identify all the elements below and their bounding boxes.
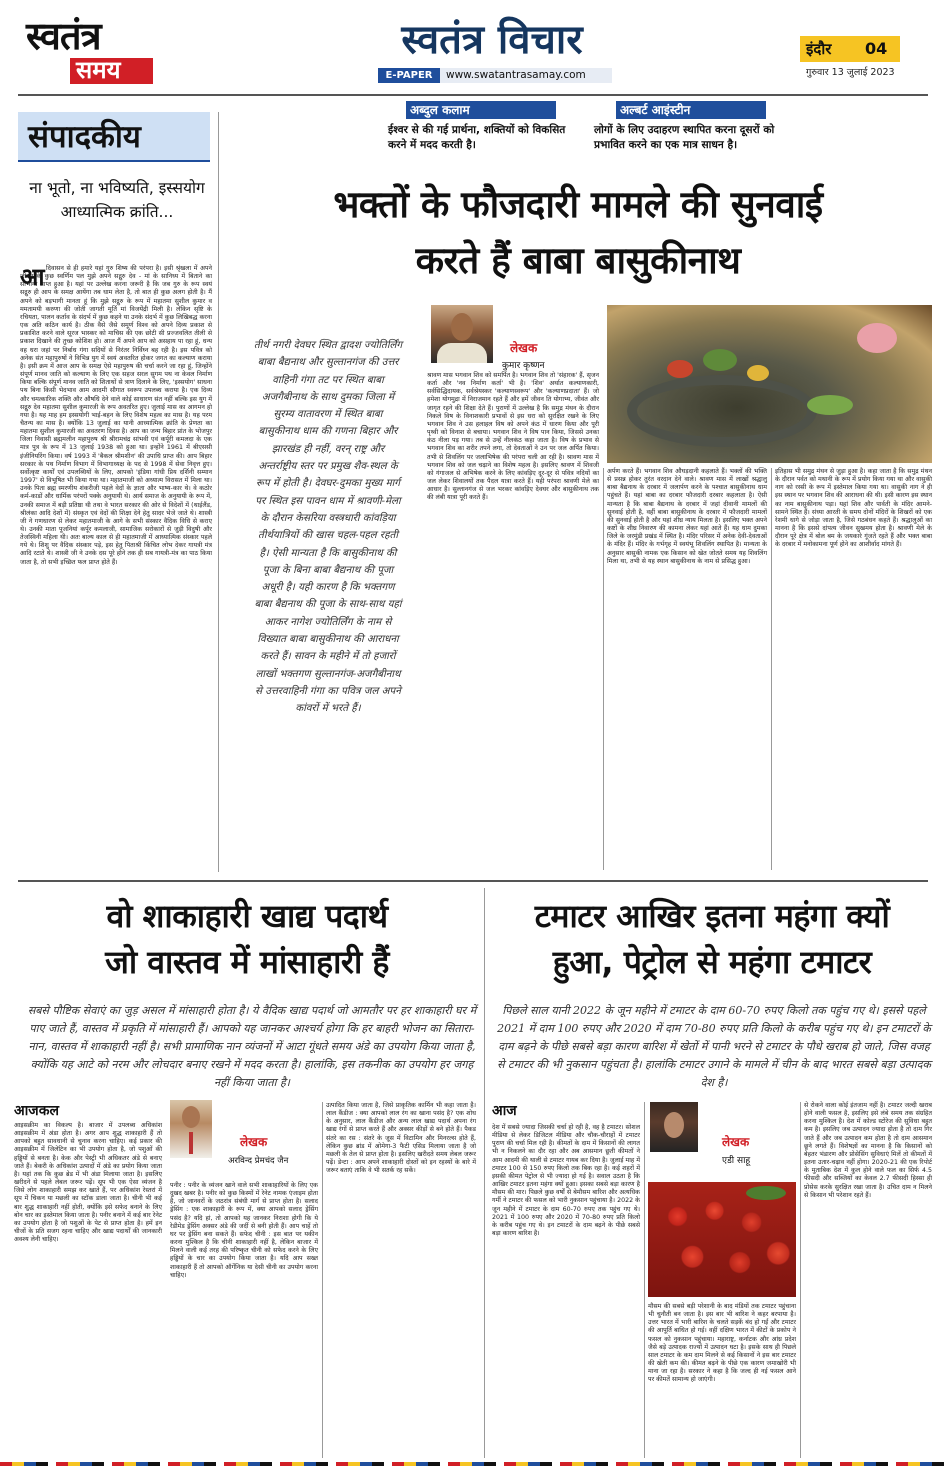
editorial-dropcap: आ [20,263,45,291]
editorial-divider [218,112,219,872]
veg-writer-label: लेखक [240,1135,268,1149]
quote-text: ईश्वर से की गई प्रार्थना, शक्तियों को विकसित करने में मदद करती है। [388,124,566,151]
tomato-author-photo [650,1102,698,1152]
veg-writer-name: अरविन्द प्रेमचंद जैन [228,1156,289,1166]
tomato-writer-name: एडी साहू [722,1156,751,1166]
page-number: 04 [865,39,888,58]
veg-headline-line2: जो वास्तव में मांसाहारी हैं [105,943,389,981]
story-split-divider [484,888,485,1458]
author-face [451,313,473,341]
veg-col-1: आइसक्रीम का विकल्प है। बाजार में उपलब्ध अधिकांश आइसक्रीम में अंडा होता है। अगर आप शुद्ध शाकाहारी हैं तो आपको बहुत सावधानी से चुनाव करना चाहिए। कई प्रकार की आइसक्रीम में जिलेटिन का भी उपयोग होता है, जो पशुओं की हड्डियों से बनता है। केक और पेस्ट्री भी अधिकतर अंडे से बनाए जाते हैं। बेकरी के अधिकांश उत्पादों में अंडे का प्रयोग किया जाता है। यहां तक कि कुछ ब्रेड में भी अंडा मिलाया जाता है। इसलिए खरीदने से पहले लेबल जरूर पढ़ें। सूप भी एक ऐसा व्यंजन है जिसे लोग शाकाहारी समझ कर खाते हैं, पर अधिकांश रेस्तरां में सूप में चिकन या मछली का स्टॉक डाला जाता है। चीनी भी कई बार शुद्ध शाकाहारी नहीं होती, क्योंकि इसे सफेद बनाने के लिए बोन चार का इस्तेमाल किया जाता है। पनीर बनाने में कई बार रेनेट का उपयोग होता है जो पशुओं के पेट से प्राप्त होता है। हमें इन चीजों के प्रति सजग रहना चाहिए और खाद्य पदार्थों की जानकारी अवश्य लेनी चाहिए। [14,1122,165,1244]
flower-yellow [747,365,769,381]
lead-col-1: श्रावण मास भगवान शिव को समर्पित है। भगवान शिव तो 'संहारक' हैं, सृजन कर्ता और 'नव निर्माण कर्ता' भी है। 'शिव' अर्थात कल्याणकारी, सर्वसिद्धिदायक, सर्वश्रेयस्कर 'कल्याणस्वरूप' और 'कल्याणप्रदाता' हैं। जो हमेशा योगमुद्रा में निराजमान रहते हैं और हमें जीवन ति योगाभ्य, जीवंत और जागृत रहने की शिक्षा देते हैं। पुराणों में उल्लेख है कि समुद्र मंथन के दौरान निकले विष के विनाशकारी प्रभावों से इस धरा को सुरक्षित रखने के लिए भगवान शिव ने उस हलाहल विष को अपने कंठ में धारण किया और पूरी पृथ्वी को विनाश से बचाया। भगवान शिव ने विष पान किया, जिससे उनका कंठ नीला पड़ गया। तब से उन्हें नीलकंठ कहा जाता है। विष के प्रभाव से भगवान शिव का शरीर तपने लगा, तो देवताओं ने उन पर जल अर्पित किया। तभी से शिवलिंग पर जलाभिषेक की परंपरा चली आ रही है। श्रावण मास में भगवान शिव को जल चढ़ाने का विशेष महत्व है। इसलिए श्रावण में शिवजी को गंगाजल से अभिषेक करने के लिए कांवड़िए दूर-दूर से पवित्र नदियों का जल लेकर शिवालयों तक पैदल यात्रा करते हैं। यही परंपरा श्रावणी मेले का आधार है। सुल्तानगंज से जल भरकर कांवड़िए देवघर और बासुकीनाथ तक की लंबी यात्रा पूरी करते हैं। [427,372,602,502]
city-name: इंदौर [806,40,832,58]
website-link[interactable]: www.swatantrasamay.com [446,69,586,81]
tomato-divider-2 [800,1102,801,1458]
editorial-title: ना भूतो, ना भविष्यति, इस्सयोग आध्यात्मिक क्रांति... [29,179,205,221]
veg-headline-line1: वो शाकाहारी खाद्य पदार्थ [106,897,388,935]
veg-intro: सबसे पौष्टिक सेवाएं का जुड़ असल में मांसाहारी होता है। ये वैदिक खाद्य पदार्थ जो आमतौर पर हर शाकाहारी घर में पाए जाते हैं, वास्तव में प्रकृति में मांसाहारी हैं। आपको यह जानकर आश्चर्य होगा कि हर बाहरी भोजन का सितारा-नान, वास्तव में शाकाहारी नहीं है। सभी प्रामाणिक नान व्यंजनों में आटा गूंधते समय अंडे का उपयोग किया जाता है, क्योंकि यह आटे को नरम और लोचदार बनाए रखने में मदद करता है। हालांकि, इस तकनीक का उपयोग हर जगह नहीं किया जाता है। [27,1004,480,1089]
quote-box-kalam [388,101,580,155]
masthead [0,0,945,96]
tomato-intro: पिछले साल यानी 2022 के जून महीने में टमाटर के दाम 60-70 रुपए किलो तक पहुंच गए थे। इससे पहले 2021 में दाम 100 रुपए और 2020 में दाम 70-80 रुपए प्रति किलो के करीब पहुंच गए थे। इन टमाटरों के दाम बढ़ने के पीछे सबसे बड़ा कारण बारिश में खेतों में पानी भरने से टमाटर के पौधे खराब हो जाते, जिस वजह से टमाटर की भी नुकसान पहुंचता है। हालांकि टमाटर उगाने के मामले में चीन के बाद भारत सबसे बड़ा उत्पादक देश है। [497,1004,935,1089]
lead-divider-1 [603,468,604,870]
tomato-divider-1 [644,1102,645,1458]
tomato-headline-line1: टमाटर आखिर इतना महंगा क्यों [534,897,890,935]
veg-col-2: पनीर : पनीर के व्यंजन खाने वाले सभी शाकाहारियों के लिए एक दुखद खबर है। पनीर को कुछ किस्मों में रेनेट नामक एंजाइम होता है, जो जानवरों के जठरांत्र संबंधी मार्ग से प्राप्त होता है। सलाद ड्रेसिंग : एक शाकाहारी के रूप में, क्या आपको सलाद ड्रेसिंग पसंद है? यदि हां, तो आपको यह जानकर निराशा होगी कि ये रेडीमेड ड्रेसिंग अक्सर अंडे की जर्दी से बनी होती हैं। आप चाहें तो घर पर ड्रेसिंग बना सकते हैं। सफेद चीनी : इस बात पर यकीन करना मुश्किल है कि चीनी शाकाहारी नहीं है, लेकिन बाजार में मिलने वाली कई तरह की परिष्कृत चीनी को सफेद करने के लिए हड्डियों के चार का उपयोग किया जाता है। यदि आप सख्त शाकाहारी हैं तो आपको ऑर्गेनिक या देसी चीनी का उपयोग करना चाहिए। [170,1182,321,1279]
logo [22,14,157,86]
leaf-green [807,395,853,415]
author-photo [431,305,493,363]
flower-green [703,349,737,371]
temple-offering-ring [627,375,817,447]
lead-pullquote: तीर्थ नगरी देवघर स्थित द्वादश ज्योतिर्लिंग बाबा बैद्यनाथ और सुल्तानगंज की उत्तर वाहिनी गंगा तट पर स्थित बाबा अजगैबीनाथ के साथ दुमका जिला में सुरम्य वातावरण में स्थित बाबा बासुकीनाथ धाम की गणना बिहार और झारखंड ही नहीं, वरन् राष्ट्र और अन्तर्राष्ट्रीय स्तर पर प्रमुख शैव-स्थल के रूप में होती है। देवघर-दुमका मुख्य मार्ग पर स्थित इस पावन धाम में श्रावणी-मेला के दौरान केसरिया वस्त्रधारी कांवड़िया तीर्थयात्रियों की खास चहल-पहल रहती है। ऐसी मान्यता है कि बासुकीनाथ की पूजा के बिना बाबा बैद्यनाथ की पूजा अधूरी है। यही कारण है कि भक्तगण बाबा बैद्यनाथ की पूजा के साथ-साथ यहां आकर नागेश ज्योतिर्लिंग के नाम से विख्यात बाबा बासुकीनाथ की आराधना करते हैं। सावन के महीने में तो हजारों लाखों भक्तगण सुल्तानगंज-अजगैबीनाथ से उत्तरवाहिनी गंगा का पवित्र जल अपने कांवरों में भरते हैं। [253,340,406,715]
quote-author: अब्दुल कलाम [410,103,470,117]
author-shirt [437,343,487,363]
temple-image [607,305,932,463]
lead-divider-2 [771,468,772,870]
lead-headline-line1: भक्तों के फौजदारी मामले की सुनवाई [333,183,823,226]
veg-col-3: उत्पादित किया जाता है, जिसे प्राकृतिक कार्मिन भी कहा जाता है। लाल कैंडीज : क्या आपको लाल रंग का खाना पसंद है? एक शोध के अनुसार, लाल कैंडीज और अन्य लाल खाद्य पदार्थ अपना रंग खाद्य रंगों से प्राप्त करते हैं और अक्सर कीड़ों से बने होते हैं। पैकड संतरे का रस : संतरे के जूस में विटामिन और मिनरल्स होते हैं, लेकिन कुछ ब्रांड में ओमेगा-3 फैटी एसिड मिलाया जाता है जो मछली के तेल से प्राप्त होता है। इसलिए खरीदते समय लेबल जरूर पढ़ें। डेन्टा : आप अपने शाकाहारी दोस्तों को इन रहस्यों के बारे में जरूर बताएं ताकि वे भी सतर्क रह सकें। [326,1102,479,1175]
quote-text: लोगों के लिए उदाहरण स्थापित करना दूसरों को प्रभावित करने का एक मात्र साधन है। [594,124,775,151]
issue-date: गुरुवार 13 जुलाई 2023 [806,67,895,78]
editorial-label: संपादकीय [28,119,141,155]
tomato-col-1: देश में सबसे ज्यादा जिसकी चर्चा हो रही है, वह है टमाटर। सोशल मीडिया से लेकर डिजिटल मीडिया और चौक-चौराहों में टमाटर पुराण की चर्चा मिल रही है। कीमतों के दाम में किसानों की लागत भी न निकलने का दौर रहा और अब आसमान छूती कीमतों ने आम आदमी की थाली से टमाटर गायब कर दिया है। जुलाई माह में टमाटर 100 से 150 रुपए किलो तक बिक रहा है। कई शहरों में इसकी कीमत पेट्रोल से भी ज्यादा हो गई है। सवाल उठता है कि आखिर टमाटर इतना महंगा क्यों हुआ। इसका सबसे बड़ा कारण है मौसम की मार। पिछले कुछ वर्षों से बेमौसम बारिश और अत्यधिक गर्मी ने टमाटर की फसल को भारी नुकसान पहुंचाया है। 2022 के जून महीने में टमाटर के दाम 60-70 रुपए तक पहुंच गए थे। 2021 में 100 रुपए और 2020 में 70-80 रुपए प्रति किलो के करीब पहुंच गए थे। इन टमाटरों के दाम बढ़ने के पीछे सबसे बड़ा कारण बारिश है। [492,1124,643,1238]
lead-col-3: इतिहास भी समुद्र मंथन से जुड़ा हुआ है। कहा जाता है कि समुद्र मंथन के दौरान पर्वत को मथानी के रूप में प्रयोग किया गया था और वासुकी नाग को रस्सी के रूप में इस्तेमाल किया गया था। वासुकी नाग ने ही इस स्थान पर भगवान शिव की आराधना की थी। इसी कारण इस स्थान का नाम बासुकीनाथ पड़ा। यहां शिव और पार्वती के मंदिर आमने-सामने स्थित हैं। संध्या आरती के समय दोनों मंदिरों के शिखरों को एक रेशमी धागे से जोड़ा जाता है, जिसे गठबंधन कहते हैं। श्रद्धालुओं का मानना है कि इससे दांपत्य जीवन सुखमय होता है। श्रावणी मेले के दौरान पूरे क्षेत्र में बोल बम के जयकारे गूंजते रहते हैं और भक्त बाबा के दरबार में मनोकामना पूर्ण होने का आशीर्वाद मांगते हैं। [775,468,935,549]
veg-author-photo [170,1100,212,1158]
veg-section-label: आजकल [14,1103,59,1119]
tomato-col-2: मौसम की सबसे बड़ी परेशानी के बाद मंडियों तक टमाटर पहुंचाना भी चुनौती बन जाता है। इस बार भी बारिश ने कहर बरपाया है। उत्तर भारत में भारी बारिश के चलते सड़कें बंद हो गईं और टमाटर की आपूर्ति बाधित हो गई। वहीं दक्षिण भारत में कीटों के प्रकोप ने फसल को नुकसान पहुंचाया। महाराष्ट्र, कर्नाटक और आंध्र प्रदेश जैसे बड़े उत्पादक राज्यों में उत्पादन घटा है। इसके साथ ही पिछले साल टमाटर के कम दाम मिलने से कई किसानों ने इस बार टमाटर की खेती कम की। कीमत बढ़ने के पीछे एक कारण जमाखोरी भी माना जा रहा है। सरकार ने कहा है कि जल्द ही नई फसल आने पर कीमतें सामान्य हो जाएंगी। [648,1303,799,1384]
tomato-author-face [664,1112,684,1138]
tomato-col-3: से रोकने वाला कोई इंतजाम नहीं है। टमाटर जल्दी खराब होने वाली फसल है, इसलिए इसे लंबे समय तक संग्रहित करना मुश्किल है। देश में कोल्ड स्टोरेज की सुविधा बहुत कम है। इसलिए जब उत्पादन ज्यादा होता है तो दाम गिर जाते हैं और जब उत्पादन कम होता है तो दाम आसमान छूने लगते हैं। विशेषज्ञों का मानना है कि किसानों को बेहतर भंडारण और प्रोसेसिंग सुविधाएं मिलें तो कीमतों में इतना उतार-चढ़ाव नहीं होगा। 2020-21 की एक रिपोर्ट के मुताबिक देश में कुल होने वाले फल का सिर्फ 4.5 फीसदी और सब्जियों का केवल 2.7 फीसदी हिस्सा ही प्रोसेस करके सुरक्षित रखा जाता है। उचित दाम न मिलने से किसान भी परेशान रहते हैं। [804,1102,935,1199]
lead-headline-line2: करते हैं बाबा बासुकीनाथ [415,239,741,282]
tomato-headline-line2: हुआ, पेट्रोल से महंगा टमाटर [552,943,872,981]
section-rule [18,880,928,882]
tomato-section-label: आज [492,1103,517,1119]
writer-name: कुमार कृष्णन [502,361,545,371]
writer-label: लेखक [510,341,538,355]
registration-bar [0,1462,945,1466]
lead-col-2: अर्पण करते हैं। भगवान शिव औघड़दानी कहलाते हैं। भक्तों की भक्ति से प्रसन्न होकर तुरंत वरदान देने वाले। श्रावण मास में लाखों श्रद्धालु बाबा बैद्यनाथ के दरबार में जलार्पण करने के पश्चात बासुकीनाथ धाम पहुंचते हैं। यहां बाबा का दरबार फौजदारी दरबार कहलाता है। ऐसी मान्यता है कि बाबा बैद्यनाथ के दरबार में जहां दीवानी मामलों की सुनवाई होती है, वहीं बाबा बासुकीनाथ के दरबार में फौजदारी मामलों की सुनवाई होती है और यहां शीघ्र न्याय मिलता है। इसलिए भक्त अपने कष्टों के शीघ्र निवारण की कामना लेकर यहां आते हैं। यह धाम दुमका जिले के जरमुंडी प्रखंड में स्थित है। मंदिर परिसर में अनेक देवी-देवताओं के मंदिर हैं। मंदिर के गर्भगृह में स्वयंभू शिवलिंग स्थापित है। मान्यता के अनुसार बासुकी नामक एक किसान को खेत जोतते समय यह शिवलिंग मिला था, तभी से यह स्थान बासुकीनाथ के नाम से प्रसिद्ध हुआ। [607,468,770,565]
masthead-rule [18,94,928,96]
veg-author-face [182,1106,200,1128]
quote-box-einstein [594,101,804,155]
tomato-image [648,1182,796,1297]
editorial-body: दिवासन से ही हमारे यहां गुरु शिष्य की परंपरा है। इसी श्रृंखला में अपने जीवन के कुछ स्वर्णिम पल मुझे अपने सद्गुरु देव - मां के सानिध्य में बिताने का सौभाग्य प्राप्त हुआ है। यहां पर उल्लेख करना जरूरी है कि जब गुरु के रूप स्वयं सद्गुरु ही आप के समक्ष आयेंगा तब धाम लेता है, तो बात ही कुछ अलग होती है। मैं अपने को बड़भागी मानता हूं कि मुझे सद्गुरु के रूप में महातमा सुशील कुमार व ममतामयी करुणा की जोती जागती मूर्ति मां विजयेंद्री मिली है। लेकिन सृष्टि के रचियता, पालन कर्ताव के संदर्भ में कुछ कहने या उनके संदर्भ में कुछ लिखिबद्ध करना एक अति कठिन कार्य है। ठीक वैसे जैसे समूर्ण विश्व को अपने दिव्य प्रकाश से प्रकाशित करने वाले सूरज भास्कर को माचिस की एक छोटी सी प्रज्जवलित तीली से प्रकाश दिखाने की तुच्छ कोशिश हो। आज मैं अपने आप को असहाय पा रहा हूं, धन्य वह धरा जहां पर निर्बाध गंगा सदियों से निरंतर निर्विघ्न बह रही है। इस पवित्र को अनेक संत महापुरुषों ने विभिन्न युग में स्वयं अवतरित होकर जगत का कल्याण कराया है। इसी क्रम में आज आप के समक्ष ऐसे महापुरुष की चर्चा करने जा रहा हूं, जिन्होंने संपूर्ण मानव जाति को कल्याण के लिए एक सहज सरल सुगम पथ ना केवल निर्माण किया बल्कि संपूर्ण मानव जाति को शिताथों से त्राण दिलाने के लिए, 'इस्सयोग' साधना पथ बिना किसी भेदभाव आम आदमी सौगात स्वरूप उपलब्ध कराया है। एक दिव्य और चमत्कारिक शक्ति और औषधि देने वाले कोई साधारण संत नहीं बल्कि इस युग में सद्गुरु देव महातमा सुशील कुमारजी के रूप अवतरित हुए। जुलाई मास का आगमन हो गया है। यह माह हम इस्सयोगी भाई-बहन के लिए विशेष महत्व का मास है। यह परम चैतन्य का मास है। क्योंकि 13 जुलाई का यानी आध्यात्मिक क्रांति के प्रेणता का महातमा सुशील कुमारजी का अवतरण दिवस है। आप का जन्म बिहार प्रांत के भोजपुर जिला निवासी ब्रह्ममलीन महापुरुष श्री श्रीरामचंद्र सांभवी एवं कर्पूरी कमलदा के एक मात्र पुत्र के रूप में 13 जुलाई 1938 को हुआ था। इन्होंने 1961 में बीएससी इंजीनियरिंग किया। वर्ष 1993 में 'बैकल श्रीमशीन' की उपाधि प्राप्त की। आप बिहार सरकार के पथ निर्माण विभाग में विभागाध्यक्ष के पद से 1998 में सेवा निवृत्त हुए। सर्वोत्कृष्ट कार्यों एवं उपलब्धियों के लिए, आपको 'इंडिया गांधी प्रिय दर्शिनी सम्मान 1997' से विभूषित भी किया गया था। महातमाजी को अध्यात्म विरासत में मिला था। उनके पिता ब्रह्म स्मरणीय शंकरीजी पहले वेदों के ज्ञाता और भाष्य-कार थे। वे कठोर कर्म-काडों और धार्मिक परंपरों पक्के अनुयायी थे। आर्य समाज के अनुयायी के रूप में, उनकी समाज में बड़ी प्रतिष्ठा थी तथा वे भारत सरकार की ओर से विदेशों में (थाईलैंड, श्रीलंका आदि देशों में) संस्कृत एवं वेदों की शिक्षा देने हेतु सादर भेजे जाते थे। शास्त्री जी ने गणधारण से लेकर महातमाजी के आगे के सभी संस्कार वैदिक विधि से कराए थे। उनकी माता पूजनियां कर्पूर कमलाजी, सामाजिक सरोकारों से जुड़ी विदुषी और तेजस्विनी महिला थी। अतः बाल्य काल से ही महातमाजी में आध्यात्मिक संस्कार पहले गये थे। शिशु पर वैदिक संस्कार पड़े, इस हेतु पिताश्री किंचित लोभ देकर गायत्री मंत्र आदि रटाते थे। शास्त्री जी ने उनके दस पूरे होने तक ही सब गायत्री-मंत्र का पाठ किया जाता है, तो सभी इच्छित फल प्राप्त होते हैं। [20,265,215,566]
flower-red [667,360,693,378]
logo-bottom-text: समय [76,56,121,84]
tomato-leaf [746,1186,786,1200]
epaper-label: E-PAPER [378,68,440,83]
flower-pink [857,323,897,353]
logo-top-text: स्वतंत्र [26,14,101,58]
tomato-writer-label: लेखक [722,1135,750,1149]
veg-author-tie [189,1132,193,1154]
veg-divider [322,1102,323,1458]
quote-author: अल्बर्ट आइंस्टीन [620,103,691,117]
masthead-title: स्वतंत्र विचार [401,17,583,63]
